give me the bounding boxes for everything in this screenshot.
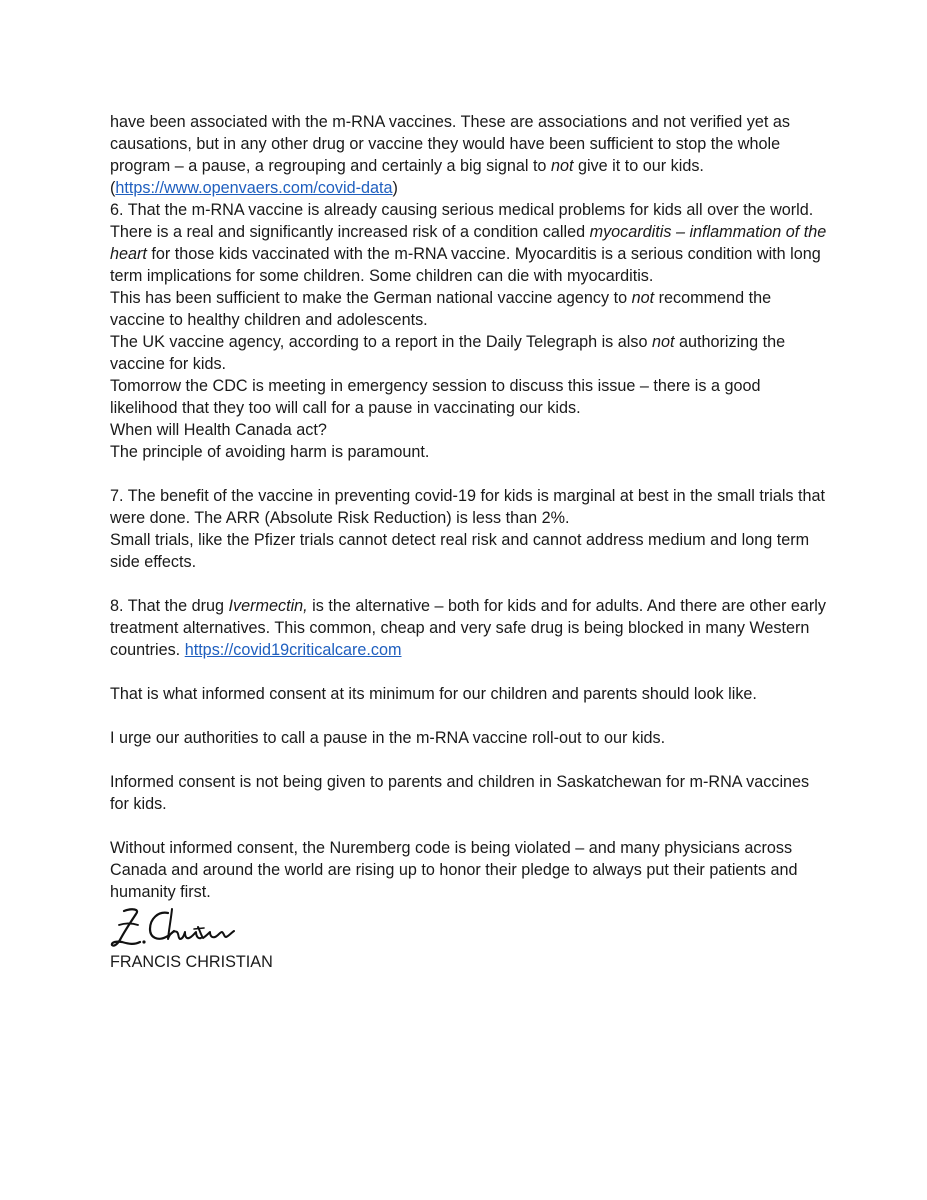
openvaers-link[interactable]: https://www.openvaers.com/covid-data <box>115 179 393 197</box>
signature-image <box>110 905 235 951</box>
paragraph-cdc: Tomorrow the CDC is meeting in emergency session to discuss this issue – there is a good likelihood that they too will call for a pause in vaccinating our kids. <box>110 377 761 417</box>
paragraph-small-trials: Small trials, like the Pfizer trials cannot detect real risk and cannot address medium and long term side effects. <box>110 531 810 571</box>
paragraph-informed-consent: That is what informed consent at its minimum for our children and parents should look like. <box>110 685 757 703</box>
signature-block <box>110 905 830 973</box>
paragraph-point-8: 8. That the drug Ivermectin, is the alternative – both for kids and for adults. And there are other early treatment alternatives. This common, cheap and very safe drug is being blocked in many Western countries. https://covid19criticalcare.com <box>110 597 826 659</box>
signatory-name: FRANCIS CHRISTIAN <box>110 953 273 971</box>
paragraph-spacer <box>110 573 830 595</box>
paragraph-spacer <box>110 815 830 837</box>
paragraph-principle: The principle of avoiding harm is paramount. <box>110 443 430 461</box>
paragraph-point-6: 6. That the m-RNA vaccine is already causing serious medical problems for kids all over the world. There is a real and significantly increased risk of a condition called myocarditis – inflammation of the heart for those kids vaccinated with the m-RNA vaccine. Myocarditis is a serious condition with long term implications for some children. Some children can die with myocarditis. <box>110 201 827 285</box>
paragraph-spacer <box>110 463 830 485</box>
paragraph-associations: have been associated with the m-RNA vaccines. These are associations and not verified yet as causations, but in any other drug or vaccine they would have been sufficient to stop the whole program – a pause, a regrouping and certainly a big signal to not give it to our kids. (https://www.openvaers.com/covid-data) <box>110 113 790 197</box>
paragraph-spacer <box>110 749 830 771</box>
paragraph-spacer <box>110 705 830 727</box>
paragraph-german-agency: This has been sufficient to make the German national vaccine agency to not recommend the vaccine to healthy children and adolescents. <box>110 289 772 329</box>
covid19criticalcare-link[interactable]: https://covid19criticalcare.com <box>184 641 402 659</box>
letter-body <box>110 111 830 973</box>
paragraph-point-7: 7. The benefit of the vaccine in preventing covid-19 for kids is marginal at best in the small trials that were done. The ARR (Absolute Risk Reduction) is less than 2%. <box>110 487 826 527</box>
paragraph-nuremberg: Without informed consent, the Nuremberg code is being violated – and many physicians across Canada and around the world are rising up to honor their pledge to always put their patients and humanity first. <box>110 839 798 901</box>
paragraph-saskatchewan: Informed consent is not being given to parents and children in Saskatchewan for m-RNA vaccines for kids. <box>110 773 810 813</box>
paragraph-urge: I urge our authorities to call a pause in the m-RNA vaccine roll-out to our kids. <box>110 729 666 747</box>
paragraph-uk-agency: The UK vaccine agency, according to a report in the Daily Telegraph is also not authorizing the vaccine for kids. <box>110 333 786 373</box>
paragraph-health-canada: When will Health Canada act? <box>110 421 327 439</box>
paragraph-spacer <box>110 661 830 683</box>
